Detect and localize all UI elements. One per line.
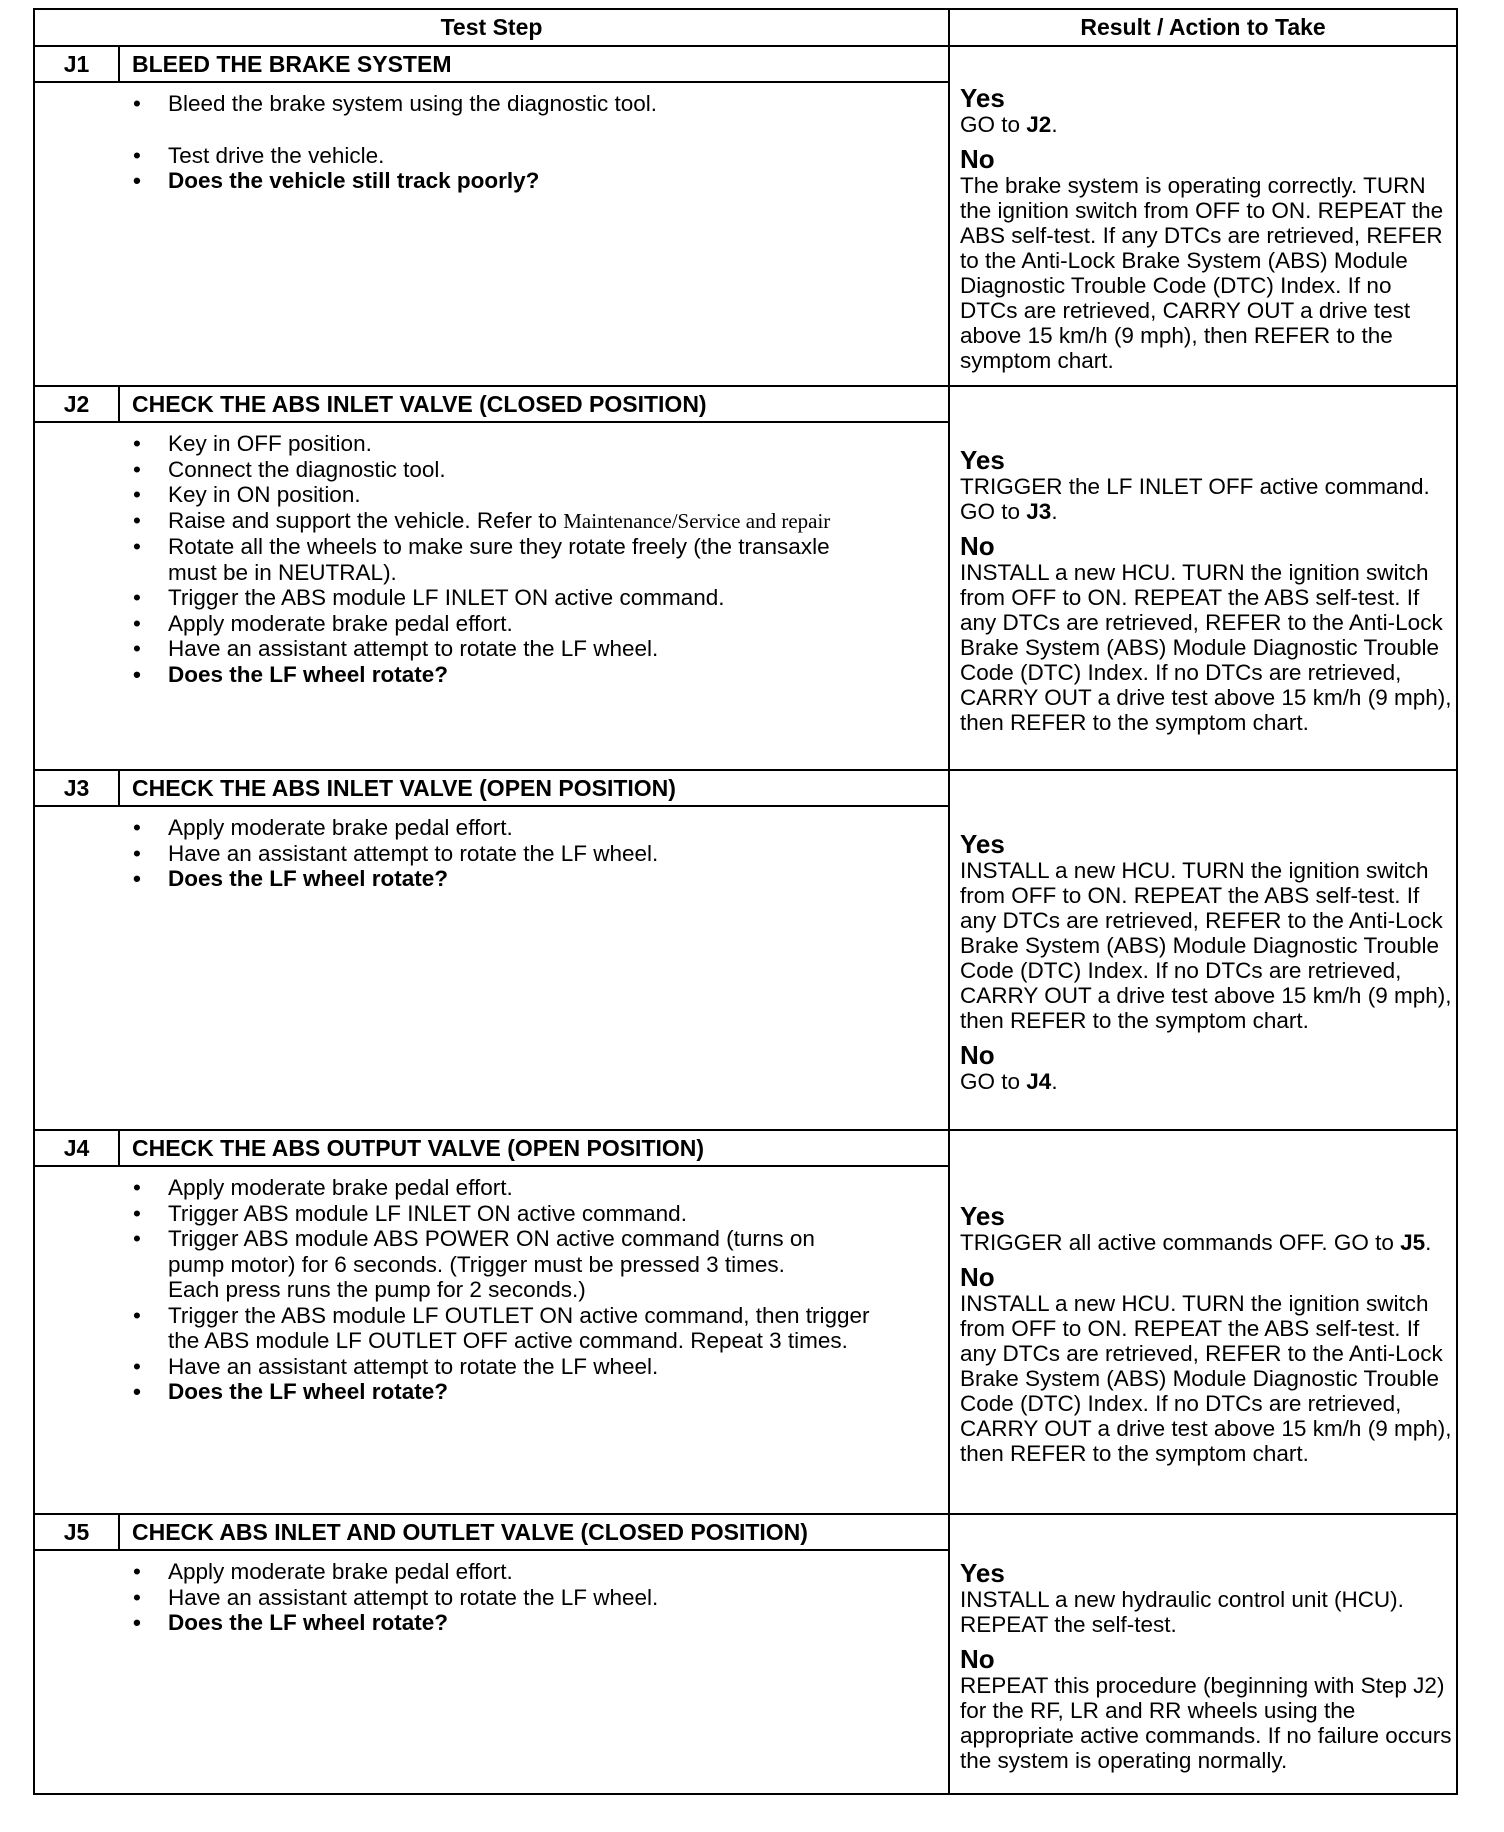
list-item-question: • Does the LF wheel rotate? <box>35 1379 948 1405</box>
list-item: • Bleed the brake system using the diagnostic tool. <box>35 91 948 117</box>
yes-label: Yes <box>960 1558 1005 1588</box>
result-cell <box>949 386 1457 770</box>
service-manual-link[interactable]: Maintenance/Service and repair <box>563 508 831 533</box>
test-step-j3 <box>34 770 1457 1130</box>
yes-label: Yes <box>960 1201 1005 1231</box>
no-action: REPEAT this procedure (beginning with Step J2) for the RF, LR and RR wheels using the appropriate active commands. If no failure occurs the system is operating normally. <box>960 1673 1452 1773</box>
pinpoint-test-table <box>33 8 1458 1795</box>
no-label: No <box>960 530 995 561</box>
test-step-j2 <box>34 386 1457 770</box>
list-item: • Raise and support the vehicle. Refer to Maintenance/Service and repair <box>35 508 948 535</box>
step-title: CHECK THE ABS OUTPUT VALVE (OPEN POSITION) <box>119 1130 949 1166</box>
step-bullet-list <box>35 1167 948 1405</box>
result-cell <box>949 46 1457 386</box>
step-bullet-list <box>35 1551 948 1636</box>
list-item-question: • Does the LF wheel rotate? <box>35 866 948 892</box>
yes-label: Yes <box>960 82 1005 113</box>
yes-action: TRIGGER all active commands OFF. GO to J5. <box>960 1230 1432 1255</box>
list-item: • Apply moderate brake pedal effort. <box>35 1559 948 1585</box>
step-body <box>34 806 949 1130</box>
yes-label: Yes <box>960 444 1005 475</box>
list-item-question: • Does the LF wheel rotate? <box>35 662 948 688</box>
list-item: • Have an assistant attempt to rotate the LF wheel. <box>35 841 948 867</box>
test-step-j1 <box>34 46 1457 386</box>
list-item: • Connect the diagnostic tool. <box>35 457 948 483</box>
list-item: • Have an assistant attempt to rotate the LF wheel. <box>35 1354 948 1380</box>
header-result-action: Result / Action to Take <box>949 9 1457 46</box>
no-label: No <box>960 1644 995 1674</box>
yes-label: Yes <box>960 829 1005 859</box>
step-id: J1 <box>34 46 119 82</box>
table-header-row <box>34 9 1457 46</box>
list-item: • Trigger ABS module ABS POWER ON active command (turns on pump motor) for 6 seconds. (Trigger must be pressed 3 times. Each press runs the pump for 2 seconds.) <box>35 1226 948 1303</box>
step-body <box>34 1550 949 1794</box>
list-item: • Apply moderate brake pedal effort. <box>35 611 948 637</box>
no-action: GO to J4. <box>960 1069 1058 1094</box>
step-bullet-list <box>35 807 948 892</box>
list-item: • Trigger the ABS module LF INLET ON active command. <box>35 585 948 611</box>
list-item: • Trigger the ABS module LF OUTLET ON active command, then trigger the ABS module LF OUTLET OFF active command. Repeat 3 times. <box>35 1303 948 1354</box>
list-item-question: • Does the LF wheel rotate? <box>35 1610 948 1636</box>
list-item: • Key in ON position. <box>35 482 948 508</box>
yes-action: TRIGGER the LF INLET OFF active command. GO to J3. <box>960 473 1430 524</box>
step-link-ref[interactable]: J4 <box>1026 1069 1052 1094</box>
no-label: No <box>960 1262 995 1292</box>
test-step-j5 <box>34 1514 1457 1794</box>
list-item: • Rotate all the wheels to make sure they rotate freely (the transaxle must be in NEUTRAL). <box>35 534 948 585</box>
list-item: • Test drive the vehicle. <box>35 143 948 169</box>
step-body <box>34 1166 949 1514</box>
step-id: J2 <box>34 386 119 422</box>
list-item: • Key in OFF position. <box>35 431 948 457</box>
list-item: • Trigger ABS module LF INLET ON active command. <box>35 1201 948 1227</box>
diagnostic-table-page <box>33 8 1456 1795</box>
result-cell <box>949 1130 1457 1514</box>
no-action: The brake system is operating correctly. TURN the ignition switch from OFF to ON. REPEAT the ABS self-test. If any DTCs are retrieved, REFER to the Anti-Lock Brake System (ABS) Module Diagnostic Trouble Code (DTC) Index. If no DTCs are retrieved, CARRY OUT a drive test above 15 km/h (9 mph), then REFER to the symptom chart. <box>960 172 1444 373</box>
step-bullet-list <box>35 83 948 194</box>
list-item: • Apply moderate brake pedal effort. <box>35 1175 948 1201</box>
step-title: CHECK THE ABS INLET VALVE (OPEN POSITION) <box>119 770 949 806</box>
step-body <box>34 422 949 770</box>
list-item-question: • Does the vehicle still track poorly? <box>35 168 948 194</box>
list-item: • Have an assistant attempt to rotate the LF wheel. <box>35 1585 948 1611</box>
no-label: No <box>960 1040 995 1070</box>
no-label: No <box>960 143 995 174</box>
step-id: J5 <box>34 1514 119 1550</box>
yes-action: INSTALL a new hydraulic control unit (HCU). REPEAT the self-test. <box>960 1587 1404 1637</box>
header-test-step: Test Step <box>34 9 949 46</box>
step-title: BLEED THE BRAKE SYSTEM <box>119 46 949 82</box>
step-id: J4 <box>34 1130 119 1166</box>
result-cell <box>949 1514 1457 1794</box>
step-link-ref[interactable]: J3 <box>1026 498 1052 524</box>
step-title: CHECK ABS INLET AND OUTLET VALVE (CLOSED POSITION) <box>119 1514 949 1550</box>
yes-action: INSTALL a new HCU. TURN the ignition switch from OFF to ON. REPEAT the ABS self-test. If any DTCs are retrieved, REFER to the Anti-Lock Brake System (ABS) Module Diagnostic Trouble Code (DTC) Index. If no DTCs are retrieved, CARRY OUT a drive test above 15 km/h (9 mph), then REFER to the symptom chart. <box>960 858 1452 1033</box>
no-action: INSTALL a new HCU. TURN the ignition switch from OFF to ON. REPEAT the ABS self-test. If any DTCs are retrieved, REFER to the Anti-Lock Brake System (ABS) Module Diagnostic Trouble Code (DTC) Index. If no DTCs are retrieved, CARRY OUT a drive test above 15 km/h (9 mph), then REFER to the symptom chart. <box>960 1291 1452 1466</box>
step-id: J3 <box>34 770 119 806</box>
yes-action: GO to J2. <box>960 111 1058 137</box>
test-step-j4 <box>34 1130 1457 1514</box>
step-link-ref[interactable]: J2 <box>1026 111 1052 137</box>
step-bullet-list <box>35 423 948 687</box>
list-item: • Apply moderate brake pedal effort. <box>35 815 948 841</box>
step-link-ref[interactable]: J5 <box>1400 1230 1426 1255</box>
list-item: • Have an assistant attempt to rotate the LF wheel. <box>35 636 948 662</box>
no-action: INSTALL a new HCU. TURN the ignition switch from OFF to ON. REPEAT the ABS self-test. If any DTCs are retrieved, REFER to the Anti-Lock Brake System (ABS) Module Diagnostic Trouble Code (DTC) Index. If no DTCs are retrieved, CARRY OUT a drive test above 15 km/h (9 mph), then REFER to the symptom chart. <box>960 559 1452 735</box>
step-body <box>34 82 949 386</box>
result-cell <box>949 770 1457 1130</box>
step-title: CHECK THE ABS INLET VALVE (CLOSED POSITION) <box>119 386 949 422</box>
